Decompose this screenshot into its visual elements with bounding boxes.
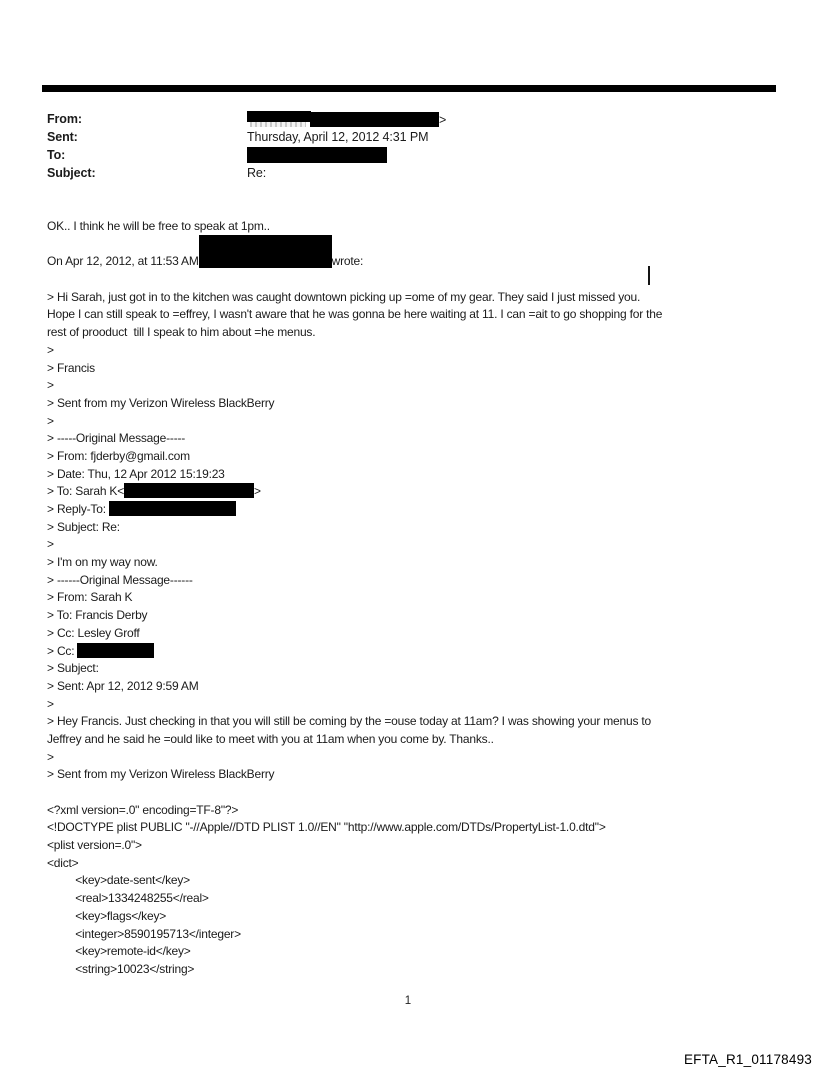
body-line: [47, 236, 662, 254]
page-number: 1: [404, 995, 412, 1007]
body-text: > Sent from my Verizon Wireless BlackBerry: [47, 395, 275, 410]
body-text: <key>remote-id</key>: [47, 944, 191, 959]
body-line: [47, 483, 662, 501]
body-text: Jeffrey and he said he =ould like to meet with you at 11am when you come by. Thanks..: [47, 731, 494, 746]
body-line: [47, 448, 662, 466]
body-text: > -----Original Message-----: [47, 431, 186, 446]
body-line: [47, 660, 662, 678]
body-text: wrote:: [331, 254, 364, 269]
body-line: [47, 890, 662, 908]
body-line: [47, 536, 662, 554]
body-line: [47, 342, 662, 360]
body-text: <real>1334248255</real>: [47, 891, 209, 906]
redaction-bar: [77, 643, 154, 658]
body-text: > Sent from my Verizon Wireless BlackBerry: [47, 767, 275, 782]
body-text: > ------Original Message------: [47, 572, 193, 587]
body-line: [47, 395, 662, 413]
email-body: [47, 218, 662, 979]
body-line: [47, 501, 662, 519]
body-line: [47, 713, 662, 731]
body-line: [47, 377, 662, 395]
body-line: [47, 784, 662, 802]
email-header: [47, 110, 446, 182]
body-text: >: [47, 749, 54, 764]
body-line: [47, 519, 662, 537]
body-text: > Cc:: [47, 643, 78, 658]
body-line: [47, 360, 662, 378]
body-line: [47, 306, 662, 324]
body-line: [47, 943, 662, 961]
body-line: [47, 218, 662, 236]
body-line: [47, 572, 662, 590]
body-text: Hope I can still speak to =effrey, I wasn't aware that he was gonna be here waiting at 11. I can =ait to go shopping for the: [47, 307, 663, 322]
header-row-to: [47, 146, 446, 164]
from-label: From:: [47, 112, 82, 126]
header-row-subject: [47, 164, 446, 182]
body-text: > Hi Sarah, just got in to the kitchen was caught downtown picking up =ome of my gear. They said I just missed you.: [47, 289, 641, 304]
body-text: > Sent: Apr 12, 2012 9:59 AM: [47, 678, 199, 693]
body-line: [47, 289, 662, 307]
text-cursor-artifact: [648, 266, 650, 285]
body-text: OK.. I think he will be free to speak at 1pm..: [47, 219, 270, 233]
redaction-bar: [247, 111, 439, 127]
body-text: > Francis: [47, 360, 95, 375]
body-text: <dict>: [47, 855, 79, 870]
body-text: >: [47, 342, 54, 357]
sent-label: Sent:: [47, 130, 78, 144]
body-text: > Date: Thu, 12 Apr 2012 15:19:23: [47, 466, 225, 481]
body-text: <key>date-sent</key>: [47, 873, 190, 888]
body-line: [47, 607, 662, 625]
body-line: [47, 696, 662, 714]
body-text: > From: Sarah K: [47, 590, 133, 605]
body-line: [47, 749, 662, 767]
body-text: <plist version=.0">: [47, 838, 142, 853]
body-text: >: [47, 696, 54, 711]
header-row-from: [47, 110, 446, 128]
to-value: [247, 147, 387, 163]
body-line: [47, 253, 662, 271]
to-label: To:: [47, 148, 66, 162]
redaction-bar: [199, 253, 332, 268]
body-text: On Apr 12, 2012, at 11:53 AM: [47, 254, 199, 269]
header-divider-rule: [42, 85, 776, 92]
body-text: <key>flags</key>: [47, 908, 167, 923]
body-line: [47, 926, 662, 944]
body-line: [47, 872, 662, 890]
body-line: [47, 643, 662, 661]
from-suffix: >: [439, 113, 447, 127]
body-line: [47, 731, 662, 749]
body-text: > Cc: Lesley Groff: [47, 625, 140, 640]
subject-value: Re:: [247, 166, 267, 180]
body-line: [47, 589, 662, 607]
body-text: >: [47, 413, 54, 428]
body-line: [47, 961, 662, 979]
body-text: > Subject: Re:: [47, 519, 120, 534]
body-line: [47, 837, 662, 855]
body-text: <!DOCTYPE plist PUBLIC "-//Apple//DTD PLIST 1.0//EN" "http://www.apple.com/DTDs/PropertyList-1.0.dtd">: [47, 820, 606, 835]
body-text: >: [47, 537, 54, 552]
body-text: >: [47, 378, 54, 393]
sent-value: Thursday, April 12, 2012 4:31 PM: [247, 130, 429, 144]
body-line: [47, 554, 662, 572]
from-value: [247, 111, 446, 127]
body-line: [47, 908, 662, 926]
body-line: [47, 271, 662, 289]
body-line: [47, 625, 662, 643]
redaction-remnant: [250, 122, 306, 127]
body-line: [47, 766, 662, 784]
body-text: > To: Francis Derby: [47, 608, 148, 623]
body-text: <?xml version=.0" encoding=TF-8"?>: [47, 802, 239, 817]
body-text: > Reply-To:: [47, 502, 109, 516]
body-text: > To: Sarah K<: [47, 484, 125, 499]
body-text: > Subject:: [47, 661, 99, 676]
body-text: > From: fjderby@gmail.com: [47, 448, 190, 463]
body-line: [47, 430, 662, 448]
body-line: [47, 324, 662, 342]
body-text: <string>10023</string>: [47, 961, 195, 976]
body-text: rest of prooduct till I speak to him about =he menus.: [47, 325, 316, 340]
body-line: [47, 819, 662, 837]
redaction-bar: [124, 483, 254, 498]
redaction-bar: [109, 501, 236, 516]
body-line: [47, 413, 662, 431]
body-line: [47, 678, 662, 696]
bates-number: EFTA_R1_01178493: [683, 1052, 812, 1067]
body-line: [47, 466, 662, 484]
subject-label: Subject:: [47, 166, 96, 180]
body-line: [47, 802, 662, 820]
body-text: > Hey Francis. Just checking in that you will still be coming by the =ouse today at 11am? I was showing your menus to: [47, 714, 652, 729]
body-line: [47, 855, 662, 873]
header-row-sent: [47, 128, 446, 146]
redaction-bar: [247, 147, 387, 163]
body-text: >: [254, 484, 261, 499]
body-text: <integer>8590195713</integer>: [47, 926, 241, 941]
body-text: > I'm on my way now.: [47, 555, 158, 570]
